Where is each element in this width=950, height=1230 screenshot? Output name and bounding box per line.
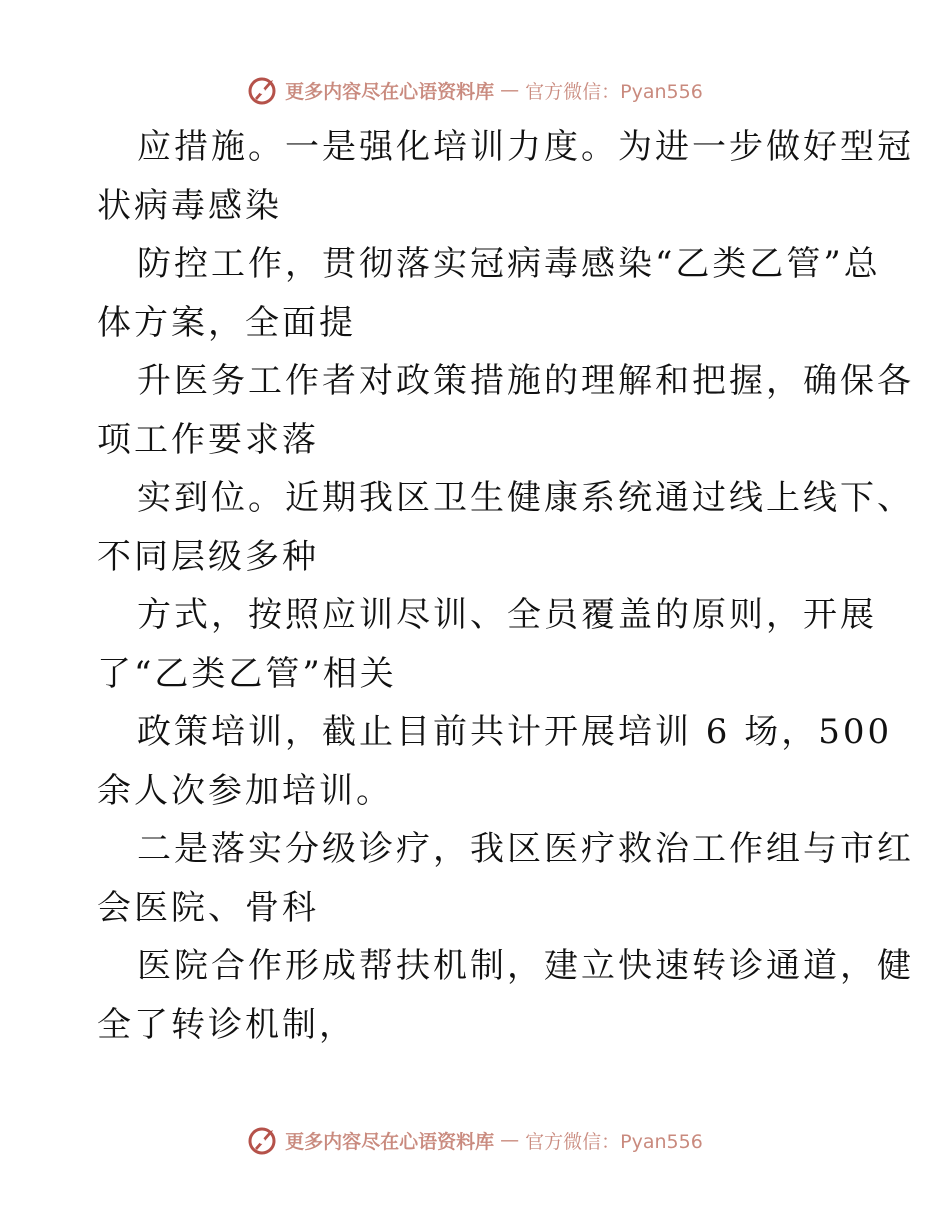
watermark-wechat: 官方微信：Pyan556 [525, 1130, 703, 1153]
body-line: 全了转诊机制， [97, 1004, 356, 1045]
document-body [97, 118, 914, 1054]
page-footer-watermark [0, 1120, 950, 1160]
watermark-separator: — [500, 1129, 520, 1151]
watermark-brand: 更多内容尽在心语资料库 [285, 80, 495, 103]
body-line: 实到位。近期我区卫生健康系统通过线上线下、 [137, 478, 914, 518]
watermark-separator: — [500, 79, 520, 101]
body-line: 政策培训，截止目前共计开展培训 6 场，500 [137, 712, 893, 752]
body-line: 应措施。一是强化培训力度。为进一步做好型冠 [137, 127, 914, 167]
body-line: 了“乙类乙管”相关 [97, 653, 397, 694]
body-line: 项工作要求落 [97, 419, 319, 460]
body-line: 状病毒感染 [97, 185, 282, 226]
watermark [247, 74, 703, 106]
body-line: 余人次参加培训。 [97, 770, 393, 811]
pen-circle-logo-icon [247, 74, 279, 106]
watermark-wechat: 官方微信：Pyan556 [525, 80, 703, 103]
body-line: 医院合作形成帮扶机制，建立快速转诊通道，健 [137, 946, 914, 986]
body-line: 会医院、骨科 [97, 887, 319, 928]
body-line: 方式，按照应训尽训、全员覆盖的原则，开展 [137, 595, 877, 635]
body-line: 不同层级多种 [97, 536, 319, 577]
body-line: 防控工作，贯彻落实冠病毒感染“乙类乙管”总 [137, 244, 881, 284]
body-line: 升医务工作者对政策措施的理解和把握，确保各 [137, 361, 914, 401]
page-header-watermark [0, 70, 950, 110]
watermark [247, 1124, 703, 1156]
watermark-brand: 更多内容尽在心语资料库 [285, 1130, 495, 1153]
body-line: 二是落实分级诊疗，我区医疗救治工作组与市红 [137, 829, 914, 869]
body-line: 体方案，全面提 [97, 302, 356, 343]
pen-circle-logo-icon [247, 1124, 279, 1156]
